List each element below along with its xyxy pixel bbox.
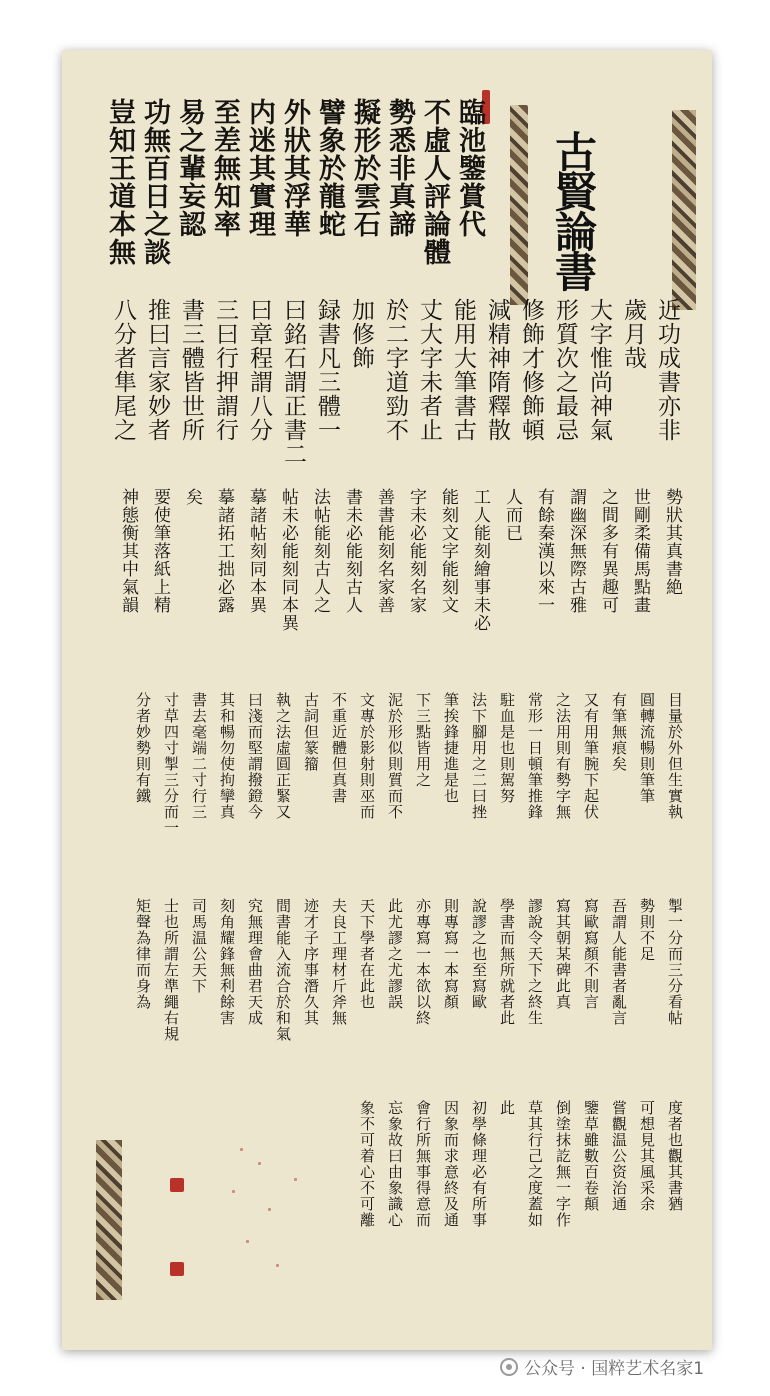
watermark xyxy=(500,1354,704,1379)
text-column: 内迷其實理 xyxy=(244,98,275,238)
text-column: 掣一分而三分看帖 xyxy=(666,898,684,1026)
ornament-band-bottom-left xyxy=(96,1140,122,1300)
text-column: 善書能刻名家善 xyxy=(374,488,394,614)
text-column: 近功成書亦非 xyxy=(654,298,680,442)
text-column: 吾謂人能書者亂言 xyxy=(610,898,628,1026)
text-column: 法下腳用之二曰挫 xyxy=(470,692,488,820)
text-column: 可想見其風采余 xyxy=(638,1100,656,1212)
text-column: 易之輩妄認 xyxy=(174,98,205,238)
faded-seal-mark xyxy=(276,1264,279,1267)
text-column: 勢則不足 xyxy=(638,898,656,962)
text-column: 寫歐寫顏不則言 xyxy=(582,898,600,1010)
text-column: 亦專寫一本欲以終 xyxy=(414,898,432,1026)
text-column: 功無百日之談 xyxy=(139,98,170,266)
scroll-title: 古賢論書 xyxy=(549,130,598,290)
text-column: 之法用則有勢字無 xyxy=(554,692,572,820)
text-column: 寫其朝某碑此真 xyxy=(554,898,572,1010)
text-column: 此尤謬之尤謬誤 xyxy=(386,898,404,1010)
text-column: 擬形於雲石 xyxy=(349,98,380,238)
text-column: 矣 xyxy=(182,488,202,506)
text-column: 謂幽深無際古雅 xyxy=(566,488,586,614)
text-column: 究無理會曲君天成 xyxy=(246,898,264,1026)
text-column: 之間多有異趣可 xyxy=(598,488,618,614)
watermark-text: 公众号 · 国粹艺术名家1 xyxy=(524,1359,705,1379)
text-column: 推曰言家妙者 xyxy=(144,298,170,442)
text-column: 不重近體但真書 xyxy=(330,692,348,804)
text-column: 學書而無所就者此 xyxy=(498,898,516,1026)
text-column: 録書凡三體一 xyxy=(314,298,340,442)
text-column: 矩聲為律而身為 xyxy=(134,898,152,1010)
text-column: 天下學者在此也 xyxy=(358,898,376,1010)
text-column: 人而已 xyxy=(502,488,522,542)
text-column: 工人能刻繪事未必 xyxy=(470,488,490,632)
text-column: 帖未必能刻同本異 xyxy=(278,488,298,632)
text-column: 刻角耀鋒無利餘害 xyxy=(218,898,236,1026)
text-column: 八分者隼尾之 xyxy=(110,298,136,442)
text-column: 鑒草雖數百卷顛 xyxy=(582,1100,600,1212)
text-column: 至差無知率 xyxy=(209,98,240,238)
text-column: 寸草四寸掣三分而一 xyxy=(162,692,180,836)
text-column: 要使筆落紙上精 xyxy=(150,488,170,614)
text-column: 三曰行押謂行 xyxy=(212,298,238,442)
text-column: 世剛柔備馬點畫 xyxy=(630,488,650,614)
text-column: 曰章程謂八分 xyxy=(246,298,272,442)
text-column: 謬說令天下之終生 xyxy=(526,898,544,1026)
text-column: 譬象於龍蛇 xyxy=(314,98,345,238)
text-column: 目量於外但生實執 xyxy=(666,692,684,820)
text-column: 曰淺而堅謂撥鐙今 xyxy=(246,692,264,820)
faded-seal-mark xyxy=(268,1208,271,1211)
text-column: 古詞但篆籀 xyxy=(302,692,320,772)
text-column: 書未必能刻古人 xyxy=(342,488,362,614)
text-column: 字未必能刻名家 xyxy=(406,488,426,614)
text-column: 士也所謂左準繩右規 xyxy=(162,898,180,1042)
red-seal-bottom-1 xyxy=(170,1178,184,1192)
text-column: 丈大字未者止 xyxy=(416,298,442,442)
text-column: 摹諸帖刻同本異 xyxy=(246,488,266,614)
text-column: 草其行己之度蓋如 xyxy=(526,1100,544,1228)
text-column: 分者妙勢則有鐵 xyxy=(134,692,152,804)
text-column: 勢悉非真諦 xyxy=(384,98,415,238)
text-column: 下三點皆用之 xyxy=(414,692,432,788)
text-column: 外狀其浮華 xyxy=(279,98,310,238)
text-column: 豈知王道本無 xyxy=(104,98,135,266)
text-column: 常形一日頓筆推鋒 xyxy=(526,692,544,820)
text-column: 有筆無痕矣 xyxy=(610,692,628,772)
text-column: 大字惟尚神氣 xyxy=(586,298,612,442)
text-column: 文專於影射則巫而 xyxy=(358,692,376,820)
text-column: 曰銘石謂正書二 xyxy=(280,298,306,466)
text-column: 會行所無事得意而 xyxy=(414,1100,432,1228)
text-column: 則專寫一本寫顏 xyxy=(442,898,460,1010)
text-column: 圓轉流暢則筆筆 xyxy=(638,692,656,804)
text-column: 不虛人評論體 xyxy=(419,98,450,266)
text-column: 臨池鑒賞代 xyxy=(454,98,485,238)
text-column: 象不可着心不可離 xyxy=(358,1100,376,1228)
text-column: 於二字道勁不 xyxy=(382,298,408,442)
text-column: 度者也觀其書猶 xyxy=(666,1100,684,1212)
text-column: 減精神隋釋散 xyxy=(484,298,510,442)
text-column: 勢狀其真書絶 xyxy=(662,488,682,596)
text-column: 神態衡其中氣韻 xyxy=(118,488,138,614)
faded-seal-mark xyxy=(240,1148,243,1151)
text-column: 能刻文字能刻文 xyxy=(438,488,458,614)
text-column: 又有用筆腕下起伏 xyxy=(582,692,600,820)
text-column: 司馬温公天下 xyxy=(190,898,208,994)
text-column: 能用大筆書古 xyxy=(450,298,476,442)
text-column: 初學條理必有所事 xyxy=(470,1100,488,1228)
text-column: 筆挨鋒捷進是也 xyxy=(442,692,460,804)
text-column: 此 xyxy=(498,1100,516,1116)
text-column: 書三體皆世所 xyxy=(178,298,204,442)
ornament-band-top-left xyxy=(510,105,528,305)
text-column: 執之法虛圓正緊又 xyxy=(274,692,292,820)
text-column: 書去毫端二寸行三 xyxy=(190,692,208,820)
text-column: 法帖能刻古人之 xyxy=(310,488,330,614)
calligraphy-scroll xyxy=(62,50,712,1350)
text-column: 加修飾 xyxy=(348,298,374,370)
text-column: 迹才子序事潛久其 xyxy=(302,898,320,1026)
text-column: 嘗觀温公资治通 xyxy=(610,1100,628,1212)
red-seal-bottom-2 xyxy=(170,1262,184,1276)
text-column: 其和暢勿使拘攣真 xyxy=(218,692,236,820)
text-column: 有餘秦漢以來一 xyxy=(534,488,554,614)
text-column: 修飾才修飾頓 xyxy=(518,298,544,442)
faded-seal-mark xyxy=(232,1190,235,1193)
text-column: 泥於形似則質而不 xyxy=(386,692,404,820)
text-column: 夫良工理材斤斧無 xyxy=(330,898,348,1026)
faded-seal-mark xyxy=(246,1240,249,1243)
ornament-band-top-right xyxy=(672,110,696,310)
text-column: 忘象故曰由象識心 xyxy=(386,1100,404,1228)
text-column: 形質次之最忌 xyxy=(552,298,578,442)
text-column: 說謬之也至寫歐 xyxy=(470,898,488,1010)
faded-seal-mark xyxy=(294,1178,297,1181)
text-column: 駐血是也則駕努 xyxy=(498,692,516,804)
text-column: 歲月哉 xyxy=(620,298,646,370)
text-column: 倒塗抹訖無一字作 xyxy=(554,1100,572,1228)
wechat-account-icon xyxy=(500,1358,518,1376)
text-column: 摹諸拓工拙必露 xyxy=(214,488,234,614)
text-column: 間書能入流合於和氣 xyxy=(274,898,292,1042)
faded-seal-mark xyxy=(258,1162,261,1165)
text-column: 因象而求意終及通 xyxy=(442,1100,460,1228)
